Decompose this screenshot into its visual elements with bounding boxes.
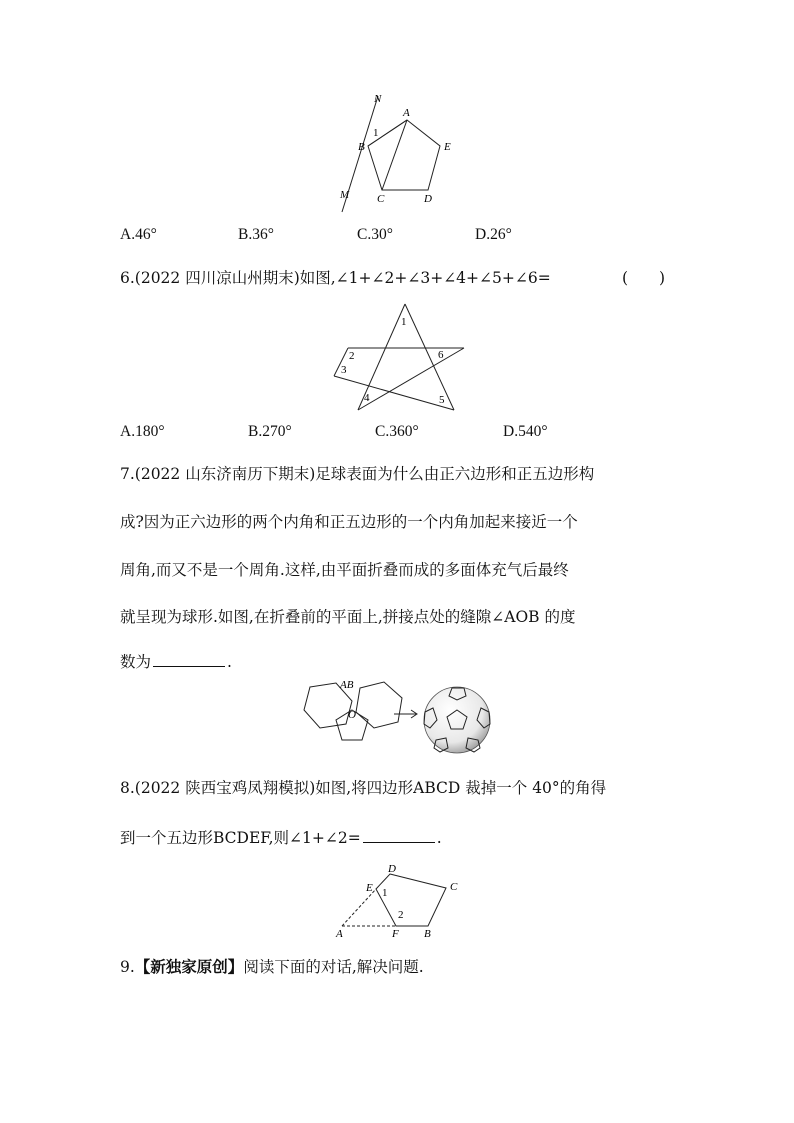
star-label-5: 5 bbox=[439, 394, 445, 406]
q9-text: 阅读下面的对话,解决问题. bbox=[243, 958, 424, 976]
label-1: 1 bbox=[382, 887, 388, 899]
q7-answer-blank[interactable] bbox=[153, 652, 225, 667]
q5-option-b[interactable]: B.36° bbox=[238, 226, 274, 243]
q9-line bbox=[120, 955, 424, 977]
football-image bbox=[420, 686, 494, 754]
football-ball bbox=[424, 687, 490, 753]
label-ab: AB bbox=[340, 679, 354, 691]
q9-number: 9. bbox=[120, 958, 135, 976]
label-d: D bbox=[424, 193, 432, 205]
q5-option-d[interactable]: D.26° bbox=[475, 226, 512, 243]
segment-ac bbox=[382, 120, 407, 190]
label-1: 1 bbox=[373, 127, 379, 139]
q6-stem: 6.(2022 四川凉山州期末)如图,∠1+∠2+∠3+∠4+∠5+∠6= bbox=[120, 269, 551, 287]
q6-star-figure bbox=[330, 300, 470, 412]
q5-pentagon-figure bbox=[330, 90, 470, 215]
star-label-3: 3 bbox=[341, 364, 347, 376]
star-label-2: 2 bbox=[349, 350, 355, 362]
label-n: N bbox=[374, 93, 382, 105]
q7-line-3: 周角,而又不是一个周角.这样,由平面折叠而成的多面体充气后最终 bbox=[120, 561, 569, 579]
pentagon-abcde bbox=[368, 120, 440, 190]
q8-line-1: 8.(2022 陕西宝鸡凤翔模拟)如图,将四边形ABCD 裁掉一个 40°的角得 bbox=[120, 779, 607, 797]
q6-option-d[interactable]: D.540° bbox=[503, 423, 548, 440]
star-label-6: 6 bbox=[438, 349, 444, 361]
cut-ae bbox=[342, 889, 376, 926]
label-b: B bbox=[424, 928, 431, 940]
label-e: E bbox=[366, 882, 373, 894]
q8-answer-blank[interactable] bbox=[363, 828, 435, 843]
pentagon-bcdef bbox=[376, 874, 446, 926]
label-e: E bbox=[444, 141, 451, 153]
q8-pentagon-figure bbox=[332, 862, 466, 940]
q7-last-line-end: . bbox=[227, 653, 232, 671]
star-line-2 bbox=[405, 304, 454, 410]
label-m: M bbox=[340, 189, 350, 201]
q5-option-c[interactable]: C.30° bbox=[357, 226, 393, 243]
hexagon-right bbox=[356, 682, 402, 728]
q7-line-4: 就呈现为球形.如图,在折叠前的平面上,拼接点处的缝隙∠AOB 的度 bbox=[120, 608, 576, 626]
star-label-4: 4 bbox=[364, 392, 370, 404]
q7-line-2: 成?因为正六边形的两个内角和正五边形的一个内角加起来接近一个 bbox=[120, 513, 578, 531]
label-c: C bbox=[377, 193, 385, 205]
star-line-6 bbox=[334, 376, 454, 410]
star-line-3 bbox=[358, 348, 464, 410]
label-o: O bbox=[348, 709, 356, 721]
q6-option-b[interactable]: B.270° bbox=[248, 423, 292, 440]
q7-line-1: 7.(2022 山东济南历下期末)足球表面为什么由正六边形和正五边形构 bbox=[120, 465, 595, 483]
label-b: B bbox=[358, 141, 365, 153]
q7-line-5 bbox=[120, 650, 232, 672]
q6-option-c[interactable]: C.360° bbox=[375, 423, 419, 440]
q7-last-line-text: 数为 bbox=[120, 653, 152, 671]
label-d: D bbox=[388, 863, 396, 875]
label-c: C bbox=[450, 881, 458, 893]
label-f: F bbox=[392, 928, 399, 940]
star-label-1: 1 bbox=[401, 316, 407, 328]
q8-line-2-text: 到一个五边形BCDEF,则∠1+∠2= bbox=[120, 829, 361, 847]
q8-line-2 bbox=[120, 826, 442, 848]
label-a: A bbox=[403, 107, 410, 119]
label-2: 2 bbox=[398, 909, 404, 921]
q6-answer-paren[interactable]: ( ) bbox=[622, 269, 666, 287]
q6-option-a[interactable]: A.180° bbox=[120, 423, 165, 440]
q9-tag: 【新独家原创】 bbox=[134, 957, 244, 976]
q8-line-2-end: . bbox=[436, 829, 442, 847]
q5-option-a[interactable]: A.46° bbox=[120, 226, 157, 243]
label-a: A bbox=[336, 928, 343, 940]
